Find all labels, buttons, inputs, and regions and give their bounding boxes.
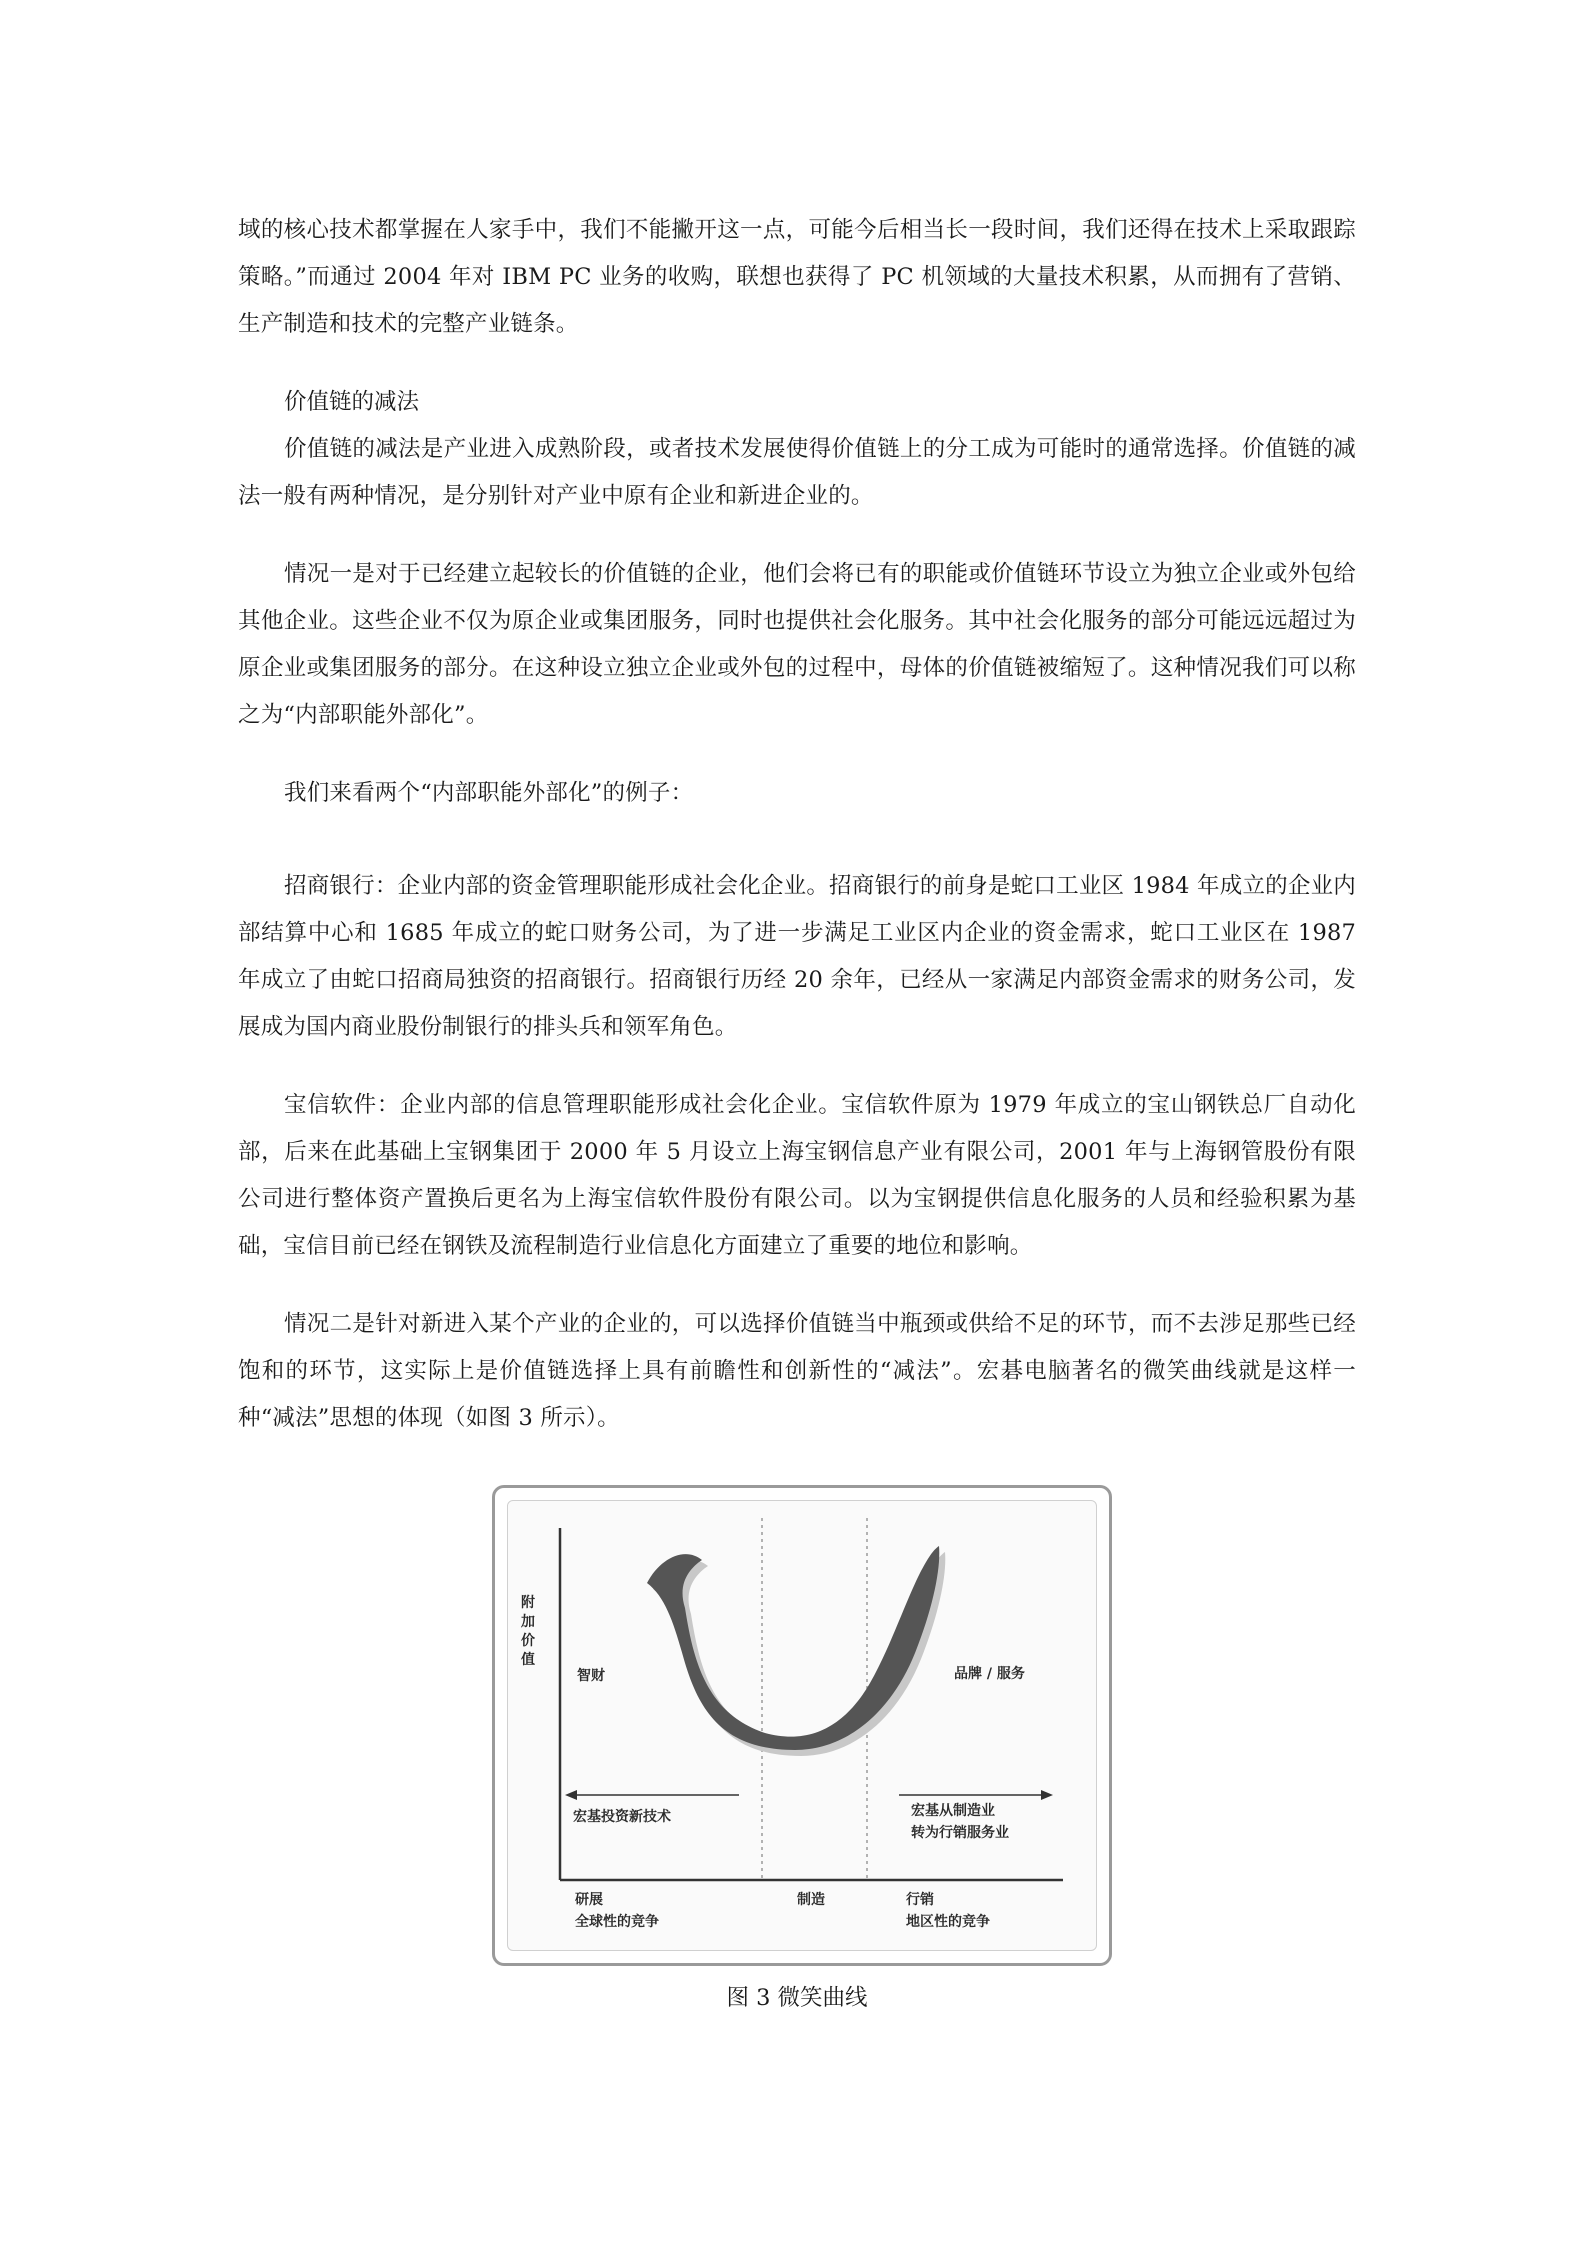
x-label-global-competition: 全球性的竞争 [575, 1914, 659, 1930]
section-heading: 价值链的减法 [284, 389, 420, 415]
y-axis-label: 附加价值 [521, 1595, 535, 1668]
paragraph-case-two: 情况二是针对新进入某个产业的企业的，可以选择价值链当中瓶颈或供给不足的环节，而不去涉足那些已经饱和的环节，这实际上是价值链选择上具有前瞻性和创新性的“减法”。宏碁电脑著名的微笑曲线就是这样一种“减法”思想的体现（如图 3 所示）。 [238, 1311, 1356, 1431]
paragraph-examples-intro: 我们来看两个“内部职能外部化”的例子： [284, 780, 694, 806]
paragraph-value-chain-subtraction: 价值链的减法是产业进入成熟阶段，或者技术发展使得价值链上的分工成为可能时的通常选择。价值链的减法一般有两种情况，是分别针对产业中原有企业和新进企业的。 [238, 436, 1356, 509]
right-arrow-text-line2: 转为行销服务业 [911, 1825, 1009, 1841]
left-arrow-text: 宏基投资新技术 [573, 1809, 671, 1825]
figure-caption: 图 3 微笑曲线 [726, 1985, 868, 2011]
right-region-label: 品牌 / 服务 [954, 1666, 1025, 1682]
paragraph-lenovo-conclusion: 域的核心技术都掌握在人家手中，我们不能撇开这一点，可能今后相当长一段时间，我们还得在技术上采取跟踪策略。”而通过 2004 年对 IBM PC 业务的收购，联想也获得了 PC 机领域的大量技术积累，从而拥有了营销、生产制造和技术的完整产业链条。 [238, 217, 1356, 337]
paragraph-baosight-example: 宝信软件：企业内部的信息管理职能形成社会化企业。宝信软件原为 1979 年成立的宝山钢铁总厂自动化部，后来在此基础上宝钢集团于 2000 年 5 月设立上海宝钢信息产业有限公司，2001 年与上海钢管股份有限公司进行整体资产置换后更名为上海宝信软件股份有限公司。以为宝钢提供信息化服务的人员和经验积累为基础，宝信目前已经在钢铁及流程制造行业信息化方面建立了重要的地位和影响。 [238, 1092, 1356, 1259]
x-label-regional-competition: 地区性的竞争 [906, 1914, 990, 1930]
x-label-manufacturing: 制造 [797, 1892, 825, 1908]
x-label-marketing: 行销 [906, 1892, 934, 1908]
paragraph-cmb-example: 招商银行：企业内部的资金管理职能形成社会化企业。招商银行的前身是蛇口工业区 1984 年成立的企业内部结算中心和 1685 年成立的蛇口财务公司，为了进一步满足工业区内企业的资金需求，蛇口工业区在 1987 年成立了由蛇口招商局独资的招商银行。招商银行历经 20 余年，已经从一家满足内部资金需求的财务公司，发展成为国内商业股份制银行的排头兵和领军角色。 [238, 873, 1356, 1040]
x-label-rnd: 研展 [575, 1892, 603, 1908]
paragraph-case-one: 情况一是对于已经建立起较长的价值链的企业，他们会将已有的职能或价值链环节设立为独立企业或外包给其他企业。这些企业不仅为原企业或集团服务，同时也提供社会化服务。其中社会化服务的部分可能远远超过为原企业或集团服务的部分。在这种设立独立企业或外包的过程中，母体的价值链被缩短了。这种情况我们可以称之为“内部职能外部化”。 [238, 561, 1356, 728]
right-arrow-head [1041, 1790, 1053, 1800]
smile-curve-figure [492, 1485, 1112, 1966]
right-arrow-text-line1: 宏基从制造业 [911, 1803, 995, 1819]
left-arrow-head [565, 1790, 577, 1800]
left-region-label: 智财 [577, 1668, 605, 1684]
